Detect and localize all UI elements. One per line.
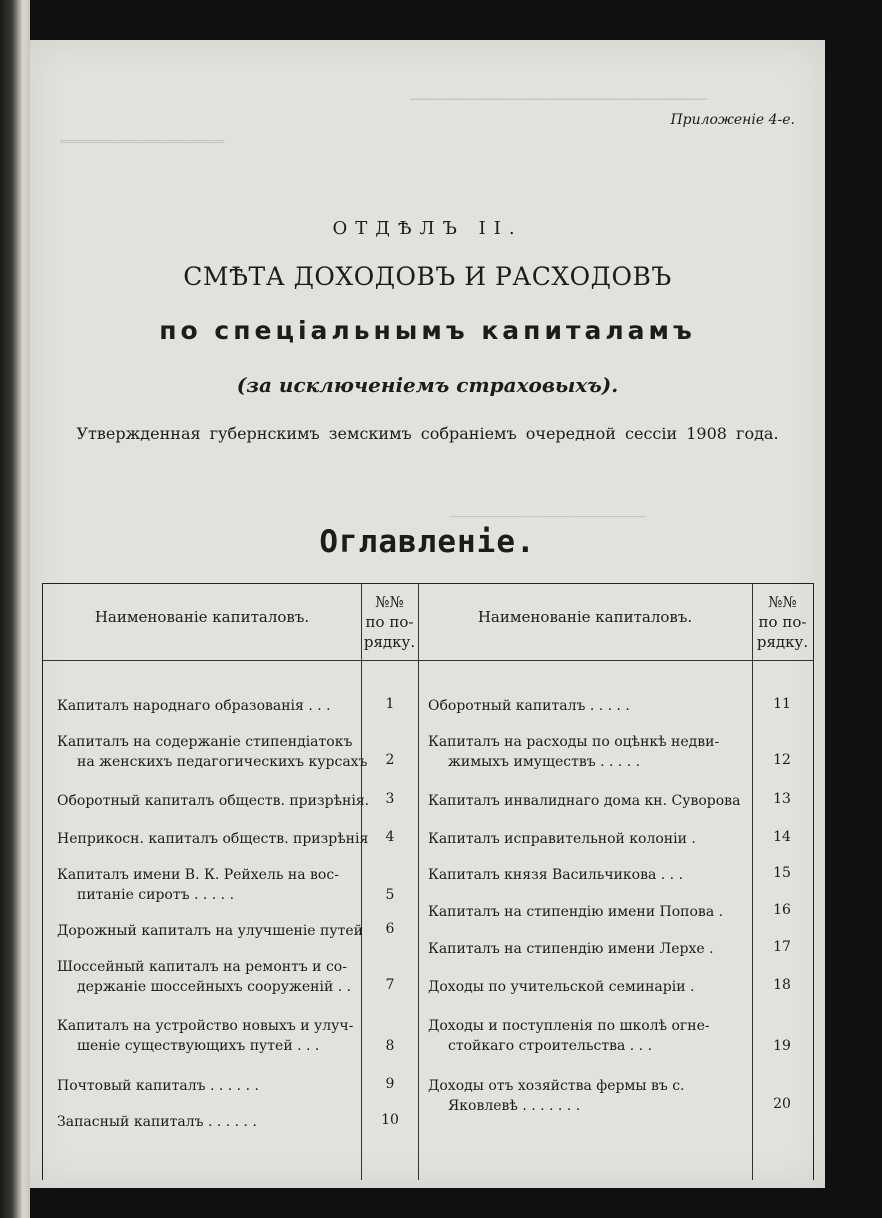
list-num-left-4: 4: [385, 829, 395, 845]
list-num-left-3: 3: [385, 791, 395, 807]
list-num-right-13: 13: [773, 791, 791, 807]
page-fold-edge: [0, 0, 30, 1218]
table-of-contents-heading: Оглавленіе.: [319, 524, 536, 560]
list-num-right-16: 16: [773, 902, 791, 918]
title-line-2: по спеціальнымъ капиталамъ: [159, 316, 696, 345]
list-item-left-2: Капиталъ на содержаніе стипендіатокъ: [57, 734, 353, 750]
list-num-left-10: 10: [381, 1112, 399, 1128]
list-item-right-15: Капиталъ князя Васильчикова . . .: [428, 867, 684, 883]
col-divider-3: [752, 584, 753, 1180]
list-item-right-17: Капиталъ на стипендію имени Лерхе .: [428, 941, 714, 957]
title-line-3: (за исключеніемъ страховыхъ).: [236, 373, 619, 397]
list-num-right-11: 11: [773, 696, 791, 712]
list-num-right-15: 15: [773, 865, 791, 881]
col-divider-1: [361, 584, 362, 1180]
list-num-right-18: 18: [773, 977, 791, 993]
list-num-left-6: 6: [385, 921, 395, 937]
list-num-right-20: 20: [773, 1096, 791, 1112]
list-item-left-3: Оборотный капиталъ обществ. призрѣнія.: [57, 793, 370, 809]
num-header-r1: №№: [768, 593, 797, 611]
list-item-right-18: Доходы по учительской семинаріи .: [428, 979, 695, 995]
document-page: [30, 40, 825, 1188]
list-item-left-7b: держаніе шоссейныхъ сооруженій . .: [77, 979, 352, 995]
list-item-left-2b: на женскихъ педагогическихъ курсахъ: [77, 754, 368, 770]
header-divider: [43, 660, 813, 661]
list-item-right-12: Капиталъ на расходы по оцѣнкѣ недви-: [428, 734, 720, 750]
list-num-left-7: 7: [385, 977, 395, 993]
list-item-left-8b: шеніе существующихъ путей . . .: [77, 1038, 320, 1054]
num-header-l3: рядку.: [363, 633, 416, 651]
list-item-right-12b: жимыхъ имуществъ . . . . .: [448, 754, 641, 770]
list-item-left-8: Капиталъ на устройство новыхъ и улуч-: [57, 1018, 354, 1034]
list-item-left-7: Шоссейный капиталъ на ремонтъ и со-: [57, 959, 347, 975]
num-header-r2: по по-: [758, 613, 807, 631]
list-num-left-8: 8: [385, 1038, 395, 1054]
list-num-left-5: 5: [385, 887, 395, 903]
list-item-left-4: Неприкосн. капиталъ обществ. призрѣнія: [57, 831, 369, 847]
list-item-right-20b: Яковлевѣ . . . . . . .: [448, 1098, 581, 1114]
appendix-label: Приложеніе 4-е.: [670, 112, 795, 128]
list-item-left-10: Запасный капиталъ . . . . . .: [57, 1114, 257, 1130]
num-header-l2: по по-: [365, 613, 414, 631]
list-num-right-12: 12: [773, 752, 791, 768]
list-num-right-17: 17: [773, 939, 791, 955]
list-item-right-19b: стойкаго строительства . . .: [448, 1038, 653, 1054]
list-item-right-19: Доходы и поступленія по школѣ огне-: [428, 1018, 710, 1034]
list-item-left-6: Дорожный капиталъ на улучшеніе путей: [57, 923, 363, 939]
list-item-right-20: Доходы отъ хозяйства фермы въ с.: [428, 1078, 685, 1094]
list-item-right-13: Капиталъ инвалиднаго дома кн. Суворова: [428, 793, 741, 809]
approval-note: Утвержденная губернскимъ земскимъ собраніемъ очередной сессіи 1908 года.: [76, 424, 779, 443]
num-header-r3: рядку.: [756, 633, 809, 651]
col-divider-2: [418, 584, 419, 1180]
department-heading: ОТДѢЛЪ II.: [332, 218, 523, 239]
list-item-right-16: Капиталъ на стипендію имени Попова .: [428, 904, 724, 920]
list-item-left-5b: питаніе сиротъ . . . . .: [77, 887, 235, 903]
list-num-right-14: 14: [773, 829, 791, 845]
list-num-left-9: 9: [385, 1076, 395, 1092]
list-num-left-1: 1: [385, 696, 395, 712]
bleed-through-decoration-3: ─────────────────────────: [450, 510, 646, 525]
title-line-1: СМѢТА ДОХОДОВЪ И РАСХОДОВЪ: [183, 262, 672, 291]
contents-table: [42, 583, 814, 1180]
col-name-header-left: Наименованіе капиталовъ.: [94, 608, 310, 626]
list-num-left-2: 2: [385, 752, 395, 768]
list-item-left-5: Капиталъ имени В. К. Рейхель на вос-: [57, 867, 339, 883]
bleed-through-decoration: ─────────────────────────────: [410, 90, 707, 110]
col-num-header-right: [752, 592, 813, 652]
num-header-l1: №№: [375, 593, 404, 611]
list-item-left-9: Почтовый капиталъ . . . . . .: [57, 1078, 259, 1094]
list-item-right-11: Оборотный капиталъ . . . . .: [428, 698, 630, 714]
bleed-through-decoration-2: ═════════════════════: [60, 135, 225, 150]
list-item-left-1: Капиталъ народнаго образованія . . .: [57, 698, 331, 714]
col-name-header-right: Наименованіе капиталовъ.: [477, 608, 693, 626]
col-num-header-left: [361, 592, 418, 652]
list-num-right-19: 19: [773, 1038, 791, 1054]
list-item-right-14: Капиталъ исправительной колоніи .: [428, 831, 696, 847]
